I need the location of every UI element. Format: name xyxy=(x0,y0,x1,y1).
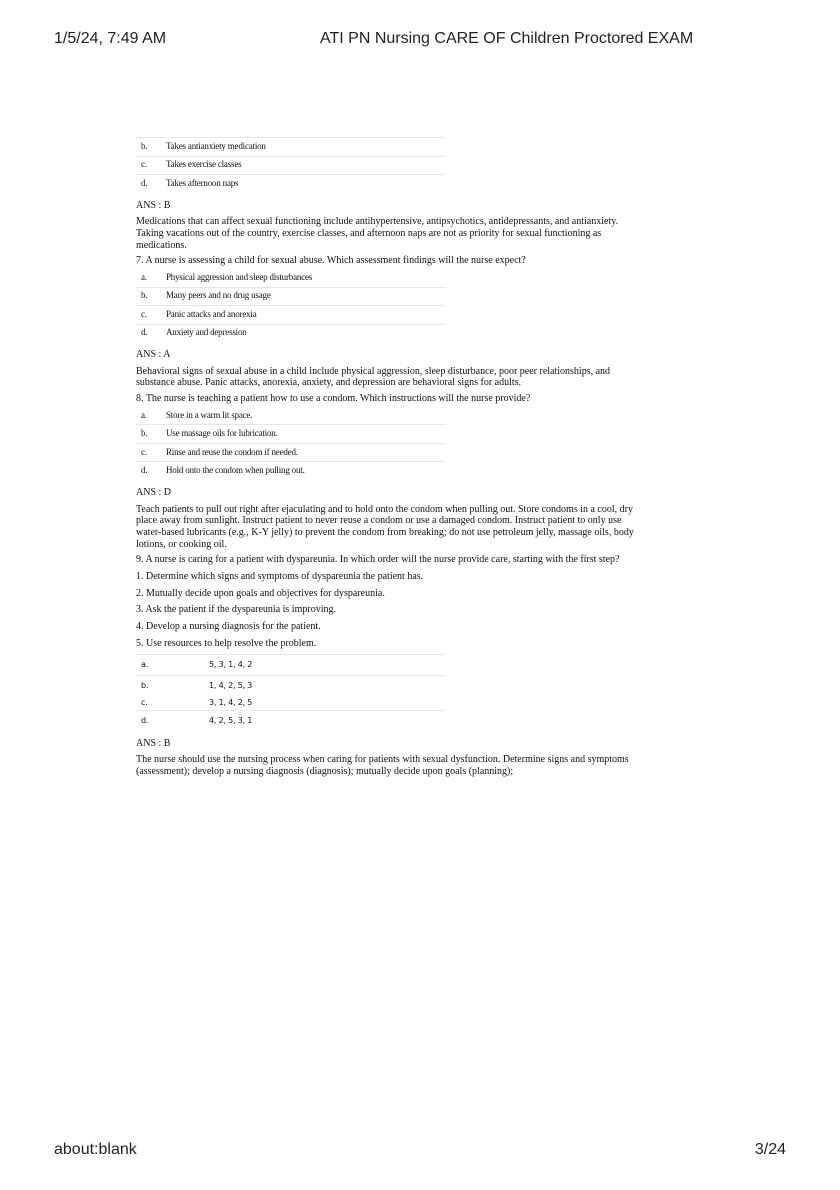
answer-options xyxy=(136,137,446,193)
option-row xyxy=(136,444,446,463)
page-url: about:blank xyxy=(54,1141,137,1158)
ordering-step: 4. Develop a nursing diagnosis for the patient. xyxy=(136,621,321,633)
option-letter: c. xyxy=(141,159,147,170)
option-row xyxy=(136,137,446,157)
option-letter: a. xyxy=(141,271,147,282)
option-letter: c. xyxy=(141,697,148,707)
option-letter: b. xyxy=(141,290,148,301)
option-row xyxy=(136,407,446,426)
ordering-step: 1. Determine which signs and symptoms of dyspareunia the patient has. xyxy=(136,571,424,583)
answer-options xyxy=(136,269,446,342)
answer-options xyxy=(136,654,446,731)
option-row xyxy=(136,711,446,731)
option-row xyxy=(136,676,446,696)
option-text: 4, 2, 5, 3, 1 xyxy=(209,715,253,725)
print-timestamp: 1/5/24, 7:49 AM xyxy=(54,30,167,47)
option-row xyxy=(136,157,446,176)
option-letter: d. xyxy=(141,465,148,476)
option-letter: c. xyxy=(141,308,147,319)
answer-key: ANS : A xyxy=(136,349,171,361)
rationale: Behavioral signs of sexual abuse in a child include physical aggression, sleep disturbance, poor peer relationships, and substance abuse. Panic attacks, anorexia, anxiety, and depression are behavioral signs for adults. xyxy=(136,365,611,389)
ordering-step: 2. Mutually decide upon goals and objectives for dyspareunia. xyxy=(136,587,385,599)
option-text: Takes afternoon naps xyxy=(166,177,239,188)
option-text: Anxiety and depression xyxy=(166,327,247,338)
option-text: Hold onto the condom when pulling out. xyxy=(166,465,305,476)
answer-options xyxy=(136,407,446,480)
option-row xyxy=(136,654,446,676)
option-letter: d. xyxy=(141,177,148,188)
option-row xyxy=(136,425,446,444)
option-letter: d. xyxy=(141,327,148,338)
option-letter: d. xyxy=(141,715,149,725)
option-letter: b. xyxy=(141,140,148,151)
option-text: 5, 3, 1, 4, 2 xyxy=(209,659,253,669)
option-text: Store in a warm lit space. xyxy=(166,409,253,420)
question-stem: 8. The nurse is teaching a patient how to use a condom. Which instructions will the nurse provide? xyxy=(136,393,531,405)
option-text: Takes antianxiety medication xyxy=(166,140,266,151)
option-letter: a. xyxy=(141,409,147,420)
option-row xyxy=(136,269,446,288)
page-number: 3/24 xyxy=(754,1141,786,1158)
question-stem: 9. A nurse is caring for a patient with dyspareunia. In which order will the nurse provide care, starting with the first step? xyxy=(136,554,620,566)
answer-key: ANS : D xyxy=(136,486,172,498)
document-title: ATI PN Nursing CARE OF Children Proctored EXAM xyxy=(320,30,694,47)
option-letter: a. xyxy=(141,659,149,669)
option-letter: b. xyxy=(141,428,148,439)
option-text: Takes exercise classes xyxy=(166,159,242,170)
question-stem: 7. A nurse is assessing a child for sexual abuse. Which assessment findings will the nurse expect? xyxy=(136,255,526,267)
rationale: Teach patients to pull out right after ejaculating and to hold onto the condom when pulling out. Store condoms in a cool, dry place away from sunlight. Instruct patient to never reuse a condom or use a damaged condom. Instruct patient to only use water-based lubricants (e.g., K-Y jelly) to prevent the condom from breaking; do not use petroleum jelly, massage oils, body lotions, or cooking oil. xyxy=(136,503,634,550)
option-text: 1, 4, 2, 5, 3 xyxy=(209,680,253,690)
rationale: The nurse should use the nursing process when caring for patients with sexual dysfunction. Determine signs and symptoms (assessment); develop a nursing diagnosis (diagnosis); mutually decide upon goals (planning); xyxy=(136,754,629,777)
ordering-step: 5. Use resources to help resolve the problem. xyxy=(136,637,317,649)
option-text: 3, 1, 4, 2, 5 xyxy=(209,697,253,707)
answer-key: ANS : B xyxy=(136,199,171,211)
option-text: Many peers and no drug usage xyxy=(166,290,271,301)
rationale: Medications that can affect sexual functioning include antihypertensive, antipsychotics, antidepressants, and antianxiety. Taking vacations out of the country, exercise classes, and afternoon naps are not as priority for sexual functioning as medications. xyxy=(136,216,619,251)
option-letter: c. xyxy=(141,446,147,457)
option-row xyxy=(136,462,446,480)
answer-key: ANS : B xyxy=(136,737,171,749)
option-letter: b. xyxy=(141,680,149,690)
exam-content xyxy=(136,137,641,782)
option-text: Use massage oils for lubrication. xyxy=(166,428,278,439)
option-text: Rinse and reuse the condom if needed. xyxy=(166,446,298,457)
option-row xyxy=(136,306,446,325)
ordering-step: 3. Ask the patient if the dyspareunia is improving. xyxy=(136,604,336,616)
option-row xyxy=(136,696,446,711)
option-text: Physical aggression and sleep disturbances xyxy=(166,271,313,282)
option-row xyxy=(136,175,446,193)
option-row xyxy=(136,325,446,343)
option-text: Panic attacks and anorexia xyxy=(166,308,257,319)
option-row xyxy=(136,288,446,307)
